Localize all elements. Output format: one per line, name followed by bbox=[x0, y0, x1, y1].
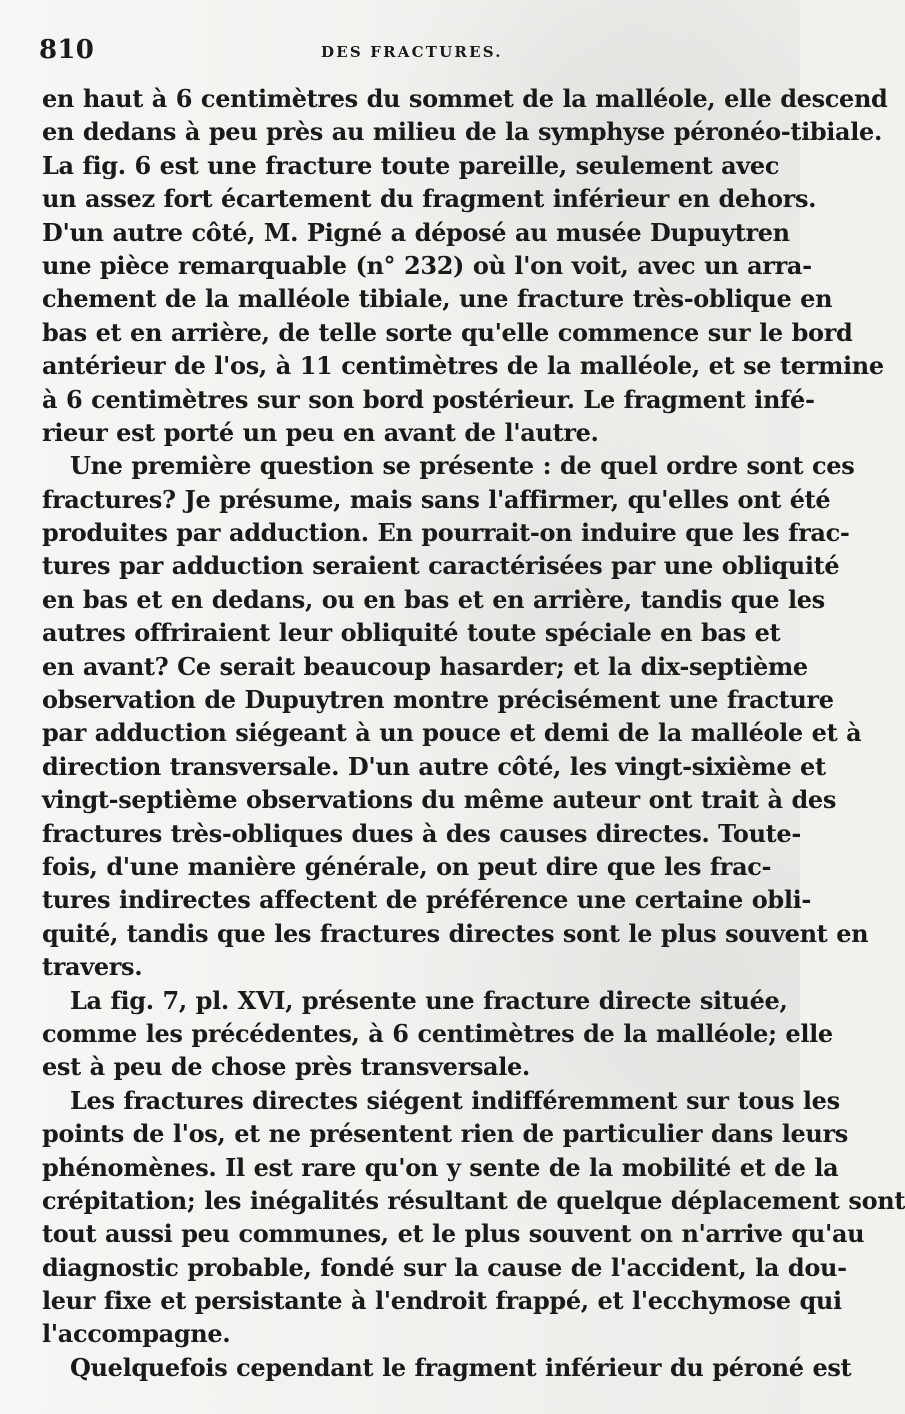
text-line-27: travers. bbox=[42, 952, 143, 982]
text-line-2: en dedans à peu près au milieu de la symphyse péronéo-tibiale. bbox=[42, 117, 882, 147]
text-line-32: points de l'os, et ne présentent rien de particulier dans leurs bbox=[42, 1119, 848, 1149]
text-line-9: antérieur de l'os, à 11 centimètres de la malléole, et se termine bbox=[42, 351, 884, 381]
text-line-16: en bas et en dedans, ou en bas et en arrière, tandis que les bbox=[42, 584, 825, 614]
text-line-24: fois, d'une manière générale, on peut dire que les frac- bbox=[42, 851, 772, 881]
text-line-13: fractures? Je présume, mais sans l'affirmer, qu'elles ont été bbox=[42, 484, 831, 514]
text-line-19: observation de Dupuytren montre précisément une fracture bbox=[42, 685, 834, 715]
text-line-30: est à peu de chose près transversale. bbox=[42, 1052, 530, 1082]
text-line-3: La fig. 6 est une fracture toute pareille, seulement avec bbox=[42, 150, 780, 180]
text-line-18: en avant? Ce serait beaucoup hasarder; et la dix-septième bbox=[42, 651, 808, 681]
text-line-14: produites par adduction. En pourrait-on induire que les frac- bbox=[42, 518, 850, 548]
text-line-20: par adduction siégeant à un pouce et demi de la malléole et à bbox=[42, 718, 862, 748]
text-line-31: Les fractures directes siégent indifféremment sur tous les bbox=[70, 1085, 840, 1115]
text-line-5: D'un autre côté, M. Pigné a déposé au musée Dupuytren bbox=[42, 217, 790, 247]
text-line-28: La fig. 7, pl. XVI, présente une fracture directe située, bbox=[70, 985, 788, 1015]
text-line-33: phénomènes. Il est rare qu'on y sente de la mobilité et de la bbox=[42, 1152, 839, 1182]
text-line-25: tures indirectes affectent de préférence une certaine obli- bbox=[42, 885, 811, 915]
text-line-4: un assez fort écartement du fragment inférieur en dehors. bbox=[42, 184, 817, 214]
text-line-8: bas et en arrière, de telle sorte qu'elle commence sur le bord bbox=[42, 317, 853, 347]
running-head: DES FRACTURES. bbox=[321, 43, 503, 61]
text-line-23: fractures très-obliques dues à des causes directes. Toute- bbox=[42, 818, 801, 848]
page-number: 810 bbox=[39, 35, 95, 65]
page-header bbox=[39, 35, 759, 65]
text-line-26: quité, tandis que les fractures directes sont le plus souvent en bbox=[42, 918, 869, 948]
text-line-1: en haut à 6 centimètres du sommet de la malléole, elle descend bbox=[42, 84, 888, 113]
text-line-6: une pièce remarquable (n° 232) où l'on voit, avec un arra- bbox=[42, 250, 812, 280]
text-line-10: à 6 centimètres sur son bord postérieur. Le fragment infé- bbox=[42, 384, 815, 414]
text-line-21: direction transversale. D'un autre côté, les vingt-sixième et bbox=[42, 751, 826, 781]
text-line-12: Une première question se présente : de quel ordre sont ces bbox=[70, 451, 855, 481]
text-line-34: crépitation; les inégalités résultant de quelque déplacement sont bbox=[42, 1185, 905, 1215]
text-line-37: leur fixe et persistante à l'endroit frappé, et l'ecchymose qui bbox=[42, 1286, 842, 1316]
body-text bbox=[42, 82, 905, 1384]
text-line-39: Quelquefois cependant le fragment inférieur du péroné est bbox=[70, 1352, 852, 1382]
text-line-38: l'accompagne. bbox=[42, 1319, 231, 1349]
text-line-7: chement de la malléole tibiale, une fracture très-oblique en bbox=[42, 284, 833, 314]
text-line-15: tures par adduction seraient caractérisées par une obliquité bbox=[42, 551, 840, 581]
text-line-35: tout aussi peu communes, et le plus souvent on n'arrive qu'au bbox=[42, 1219, 865, 1249]
text-line-36: diagnostic probable, fondé sur la cause de l'accident, la dou- bbox=[42, 1252, 847, 1282]
text-line-22: vingt-septième observations du même auteur ont trait à des bbox=[42, 785, 837, 815]
text-line-17: autres offriraient leur obliquité toute spéciale en bas et bbox=[42, 618, 781, 648]
text-line-29: comme les précédentes, à 6 centimètres de la malléole; elle bbox=[42, 1018, 833, 1048]
text-line-11: rieur est porté un peu en avant de l'autre. bbox=[42, 417, 599, 447]
